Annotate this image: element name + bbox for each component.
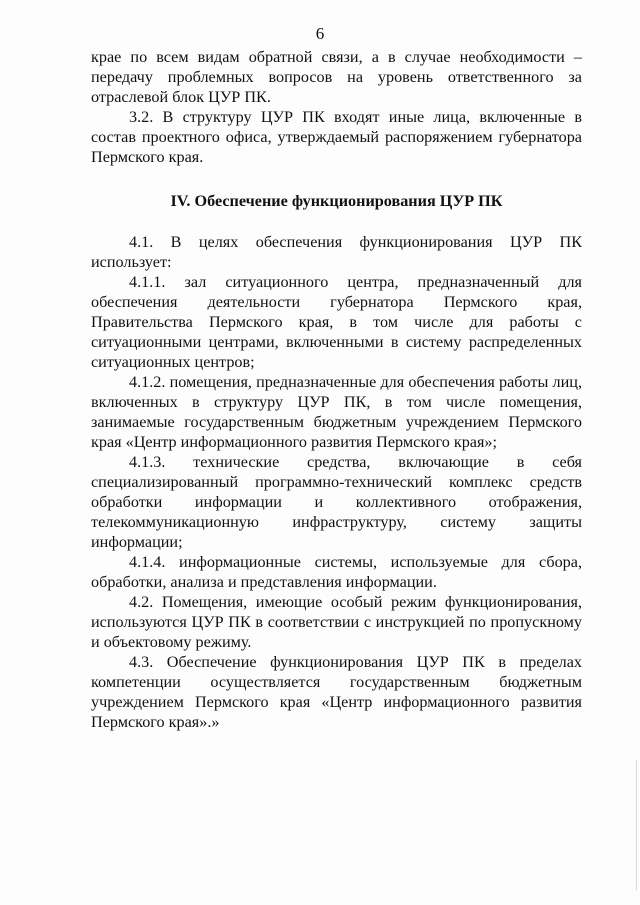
section-heading: IV. Обеспечение функционирования ЦУР ПК bbox=[170, 192, 503, 210]
paragraph-3-2: 3.2. В структуру ЦУР ПК входят иные лица, включенные в состав проектного офиса, утверждаемый распоряжением губернатора Пермского края. bbox=[91, 108, 582, 166]
paragraph-4-1-2: 4.1.2. помещения, предназначенные для обеспечения работы лиц, включенных в структуру ЦУР ПК, в том числе помещения, занимаемые государственным бюджетным учреждением Пермского края «Центр информационного развития Пермского края»; bbox=[91, 373, 582, 451]
document-body bbox=[91, 47, 582, 732]
paragraph-4-3: 4.3. Обеспечение функционирования ЦУР ПК в пределах компетенции осуществляется государственным бюджетным учреждением Пермского края «Центр информационного развития Пермского края».» bbox=[91, 653, 582, 731]
paragraph-4-1-1: 4.1.1. зал ситуационного центра, предназначенный для обеспечения деятельности губернатора Пермского края, Правительства Пермского края, в том числе для работы с ситуационными центрами, включенными в систему распределенных ситуационных центров; bbox=[91, 273, 582, 371]
paragraph-4-1-4: 4.1.4. информационные системы, используемые для сбора, обработки, анализа и представления информации. bbox=[91, 553, 582, 591]
scan-edge-line bbox=[636, 760, 637, 890]
paragraph-continuation: крае по всем видам обратной связи, а в случае необходимости – передачу проблемных вопросов на уровень ответственного за отраслевой блок ЦУР ПК. bbox=[91, 48, 582, 106]
paragraph-4-2: 4.2. Помещения, имеющие особый режим функционирования, используются ЦУР ПК в соответствии с инструкцией по пропускному и объектовому режиму. bbox=[91, 593, 582, 651]
paragraph-4-1-3: 4.1.3. технические средства, включающие в себя специализированный программно-технический комплекс средств обработки информации и коллективного отображения, телекоммуникационную инфраструктуру, систему защиты информации; bbox=[91, 453, 582, 551]
paragraph-4-1: 4.1. В целях обеспечения функционирования ЦУР ПК использует: bbox=[91, 233, 582, 271]
page-number: 6 bbox=[315, 24, 325, 43]
